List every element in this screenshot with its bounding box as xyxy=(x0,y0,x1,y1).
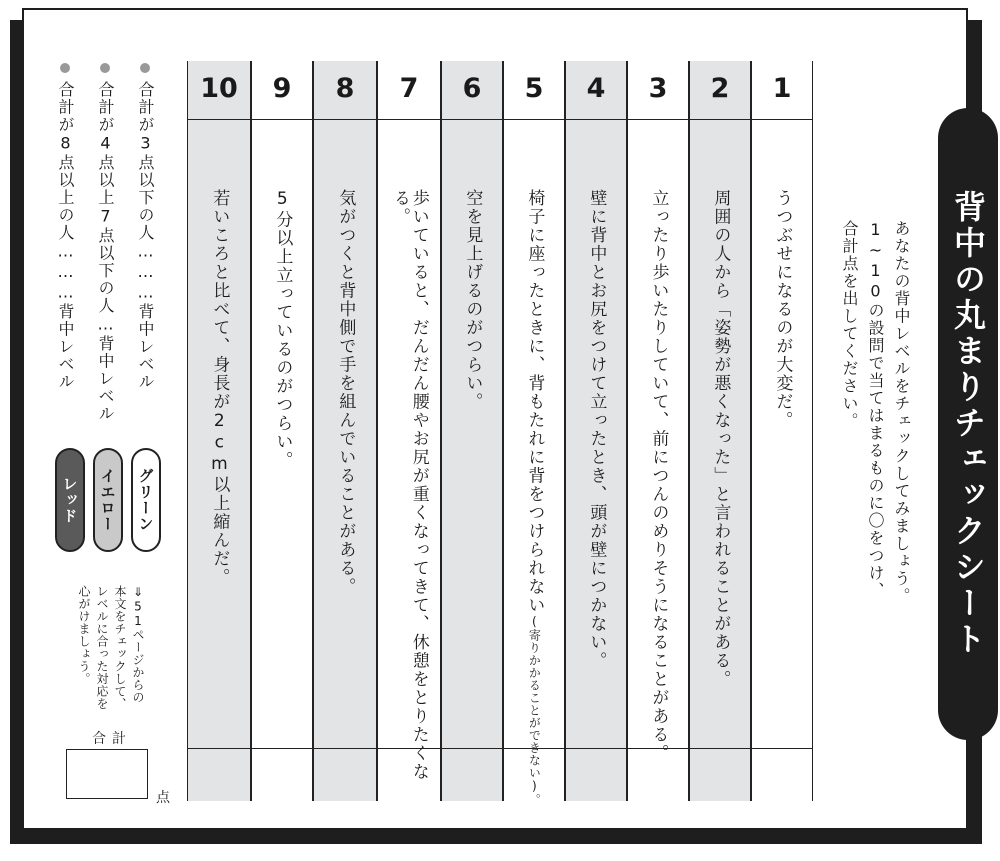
level-badge-green xyxy=(131,448,161,552)
question-text: 立ったり歩いたりしていて、前につんのめりそうになることがある。 xyxy=(648,189,669,763)
question-text: 5分以上立っているのがつらい。 xyxy=(272,189,293,470)
question-number: 5 xyxy=(524,73,544,104)
header-divider xyxy=(252,119,312,120)
answer-cell[interactable] xyxy=(566,811,626,861)
question-column-9 xyxy=(251,61,313,801)
answer-divider xyxy=(690,748,750,749)
bullet-dot xyxy=(140,63,150,73)
answer-divider xyxy=(442,748,502,749)
intro-line-1: あなたの背中レベルをチェックしてみましょう。 xyxy=(892,220,911,605)
question-number: 2 xyxy=(710,73,730,104)
note-line-3: レベルに合った対応を xyxy=(95,585,109,710)
question-text xyxy=(525,189,544,809)
answer-cell[interactable] xyxy=(188,811,250,861)
question-text: 空を見上げるのがつらい。 xyxy=(462,189,483,411)
answer-divider xyxy=(752,748,812,749)
answer-divider xyxy=(188,748,250,749)
header-divider xyxy=(504,119,564,120)
question-number: 7 xyxy=(399,73,419,104)
header-divider xyxy=(314,119,376,120)
level-label: レッド xyxy=(60,476,79,524)
note-line-4: 心がけましょう。 xyxy=(77,585,91,685)
level-badge-yellow xyxy=(93,448,123,552)
answer-divider xyxy=(314,748,376,749)
page-title: 背中の丸まりチェックシート xyxy=(949,190,987,658)
header-divider xyxy=(628,119,688,120)
question-main-text: 椅子に座ったときに、背もたれに背をつけられない xyxy=(524,189,545,615)
answer-divider xyxy=(566,748,626,749)
question-column-10 xyxy=(187,61,251,801)
level-badge-red xyxy=(55,448,85,552)
question-text: 周囲の人から「姿勢が悪くなった」と言われることがある。 xyxy=(710,189,731,689)
answer-cell[interactable] xyxy=(442,811,502,861)
answer-divider xyxy=(252,748,312,749)
answer-divider xyxy=(628,748,688,749)
question-column-7 xyxy=(377,61,441,801)
question-column-5 xyxy=(503,61,565,806)
intro-line-2: 1~10の設問で当てはまるものに〇をつけ、 xyxy=(866,220,885,600)
question-text: 歩いていると、だんだん腰やお尻が重くなってきて、休憩をとりたくなる。 xyxy=(390,189,429,781)
question-number: 3 xyxy=(648,73,668,104)
header-divider xyxy=(188,119,250,120)
total-label: 合計 xyxy=(92,731,132,747)
intro-line-3: 合計点を出してください。 xyxy=(840,220,859,430)
question-sub-text: (寄りかかることができない)。 xyxy=(527,614,542,806)
question-number: 6 xyxy=(462,73,482,104)
legend-text: 合計が8点以上の人………背中レベル xyxy=(56,81,75,391)
legend-red xyxy=(57,63,73,391)
question-column-4 xyxy=(565,61,627,801)
answer-cell[interactable] xyxy=(504,811,564,861)
question-number: 9 xyxy=(272,73,292,104)
header-divider xyxy=(690,119,750,120)
level-label: イエロー xyxy=(98,468,117,532)
header-divider xyxy=(752,119,812,120)
answer-cell[interactable] xyxy=(752,811,812,861)
answer-cell[interactable] xyxy=(378,811,440,861)
question-column-6 xyxy=(441,61,503,801)
question-number: 1 xyxy=(772,73,792,104)
answer-cell[interactable] xyxy=(628,811,688,861)
question-number: 4 xyxy=(586,73,606,104)
question-number: 8 xyxy=(335,73,355,104)
title-banner xyxy=(938,108,998,740)
question-column-2 xyxy=(689,61,751,801)
points-unit: 点 xyxy=(156,790,170,806)
question-text: 壁に背中とお尻をつけて立ったとき、頭が壁につかない。 xyxy=(586,189,607,670)
question-text: 気がつくと背中側で手を組んでいることがある。 xyxy=(335,189,356,596)
total-score-box[interactable] xyxy=(66,749,148,799)
legend-green xyxy=(137,63,153,391)
legend-text: 合計が4点以上7点以下の人…背中レベル xyxy=(96,81,115,423)
answer-divider xyxy=(504,748,564,749)
question-column-8 xyxy=(313,61,377,801)
question-text: 若いころと比べて、身長が2cm以上縮んだ。 xyxy=(209,189,230,587)
legend-yellow xyxy=(97,63,113,423)
bullet-dot xyxy=(60,63,70,73)
answer-divider xyxy=(378,748,440,749)
header-divider xyxy=(442,119,502,120)
answer-cell[interactable] xyxy=(314,811,376,861)
answer-cell[interactable] xyxy=(252,811,312,861)
answer-cell[interactable] xyxy=(690,811,750,861)
question-number: 10 xyxy=(200,73,238,104)
note-line-2: 本文をチェックして、 xyxy=(113,585,127,710)
question-column-1 xyxy=(751,61,813,801)
legend-text: 合計が3点以下の人………背中レベル xyxy=(136,81,155,391)
question-column-3 xyxy=(627,61,689,801)
level-label: グリーン xyxy=(136,468,155,532)
header-divider xyxy=(566,119,626,120)
note-line-1: ⇓51ページからの xyxy=(131,585,145,704)
bullet-dot xyxy=(100,63,110,73)
header-divider xyxy=(378,119,440,120)
question-text: うつぶせになるのが大変だ。 xyxy=(772,189,793,430)
